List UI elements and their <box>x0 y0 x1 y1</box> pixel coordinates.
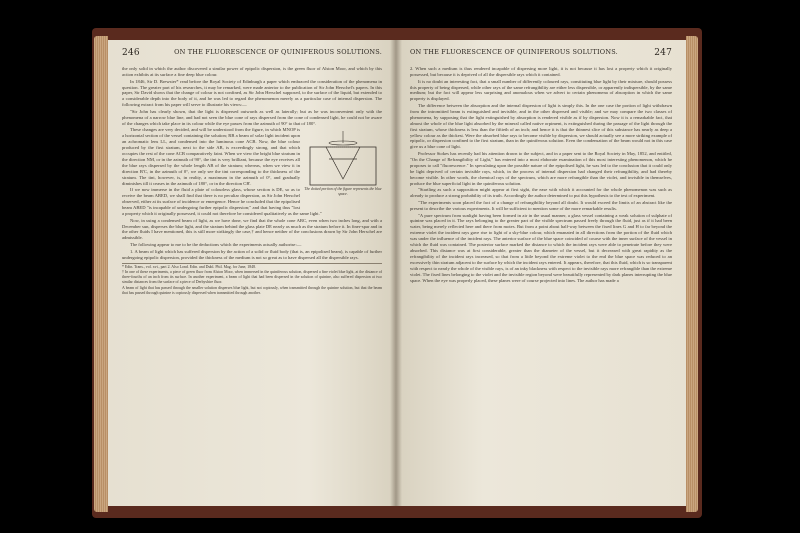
open-book <box>80 22 712 520</box>
right-running-head: ON THE FLUORESCENCE OF QUINIFEROUS SOLUTIONS. <box>410 48 618 56</box>
paragraph: "Startling as such a supposition might appear at first sight, the ease with which it accounted for the whole phenomenon was such as already to produce a strong probability of its truth. Accordingly the author determined to put this hypothesis to the test of experiment. <box>410 187 672 199</box>
paragraph: The difference between the absorption and the internal dispersion of light is simply this. In the one case the portion of light withdrawn from the intromitted beam is extinguished and invisible, and in the other dispersed and visible; and we may compare the two classes of phenomena, by supposing that the light extinguished by absorption is rendered visible as if by dispersion. Now it is a remarkable fact, that almost the whole of the blue light absorbed by the mineral called native orpiment, is extinguished during the passage of the light through the first stratum, whose thickness is less than the fiftieth of an inch; and hence it is that the thinnest slice of this substance has nearly as deep a yellow colour as the thickest. Were the absorbed blue rays to become visible by dispersion, we should actually see a more striking example of epipolic, or dispersion confined to the first stratum, than in the quiniferous solution. Even the condensation of the beam would not in this case give us a blue cone of light. <box>410 103 672 150</box>
paragraph: "Sir John has clearly shown, that the light is dispersed outwards as well as laterally; but as he was inconvenient only with the phenomena of a narrow blue line, and had not seen the blue cone of rays dispersed from the cone of condensed light, he could not be aware of the changes which take place in its colour while the eye passes from the azimuth of 90° to that of 180°. <box>122 108 382 126</box>
footnote: † In one of these experiments, a piece of green fluor from Alston Moor, when immersed in the quiniferous solution, dispersed a fine violet blue light, at the distance of three-fourths of an inch from its surface. In another experiment, a beam of light that had been dispersed in the solution of quinine, also suffered dispersion at two similar distances from the surface of a piece of Derbyshire fluor. <box>122 270 382 285</box>
footnotes <box>122 263 382 297</box>
left-page-number: 246 <box>122 48 140 58</box>
right-page-text <box>410 66 672 498</box>
left-page-header <box>122 48 382 58</box>
left-page <box>108 40 396 506</box>
paragraph: Now, in using a condensed beam of light, as we have done, we find that the whole cone ABC, even when two inches long, and with a December sun, disperses the blue light, and the stratum behind the glass plate DE nearly as much as the stratum before it. In finer-spar and in the other fluids I have mentioned, this is still more strikingly the case,† and hence neither of the conclusions drawn by Sir John Herschel are admissible. <box>122 217 382 241</box>
paragraph: the only solid in which the author discovered a similar power of epipolic dispersion, is the green fluor of Alston Moor, and which by this action exhibits at its surface a fine deep blue colour. <box>122 66 382 77</box>
paragraph: In 1846, Sir D. Brewster* read before the Royal Society of Edinburgh a paper which embraced the consideration of the phenomena in question. The greater part of his researches, it may be remarked, were made anterior to the publication of Sir John Herschel's papers. In this paper, Sir David shows that the change of colour is not confined, as Sir John Herschel supposed, to the surface of the liquid, but extended to a considerable depth into the body of it, and he was led to regard the phenomenon merely as a particular case of internal dispersion. The following extract from his paper will serve to illustrate his views:— <box>122 78 382 108</box>
left-page-text <box>122 66 382 498</box>
footnote: A beam of light that has passed through the smaller solution disperses blue light, but not copiously, when transmitted through the quinine solution, but that the beam that has passed through quinine is copiously dispersed when transmitted through another. <box>122 286 382 296</box>
page-edges-right <box>686 36 698 512</box>
paragraph: The following appear to me to be the deductions which the experiments actually authorise:— <box>130 242 302 248</box>
left-running-head: ON THE FLUORESCENCE OF QUINIFEROUS SOLUTIONS. <box>174 48 382 56</box>
right-page-number: 247 <box>654 48 672 58</box>
paragraph: It is no doubt an interesting fact, that a small number of differently coloured rays, constituting blue light by their mixture, should possess this property of being dispersed, while other rays of the same refrangibility are either less dispersible, or apparently indispersible, by the same medium; but the fact will appear less surprising and anomalous when we advert to certain phenomena of absorption in which the same property is displayed. <box>410 78 672 102</box>
paragraph: "The experiments soon placed the fact of a change of refrangibility beyond all doubt. It would exceed the limits of an abstract like the present to describe the various experiments. It will be sufficient to mention some of the more remarkable results. <box>410 199 672 211</box>
paragraph: 1. A beam of light which has suffered dispersion by the action of a solid or fluid body (that is, an epipolised beam), is capable of further undergoing epipolic dispersion, provided the thickness of the medium is not so great as to have dispersed all the dispersible rays. <box>122 248 382 260</box>
right-page <box>396 40 686 506</box>
paragraph: 2. When such a medium is thus rendered incapable of dispersing more light, it is not because it has lost a property which it originally possessed, but because it is deprived of all the dispersible rays which it contained. <box>410 66 672 77</box>
paragraph: Professor Stokes has recently had his attention drawn to the subject, and in a paper sent to the Royal Society in May, 1852, and entitled, "On the Change of Refrangibility of Light," has entered into a most elaborate examination of this most interesting phenomenon, which he proposes to call "fluorescence." In speculating upon the possible nature of the epipolised light, he was led to the conclusion that it could only be light deprived of certain invisible rays, which, in the process of internal dispersion had changed their refrangibility, and had thereby become visible. In other words, the chemical rays of the spectrum, which are more refrangible than the violet, and invisible in themselves, produce the blue superficial light in the quiniferous solution. <box>410 151 672 186</box>
paragraph: These changes are very decided, and will be understood from the figure, in which MNOP is a horizontal section of the vessel containing the solution; RB a beam of solar light incident upon an achromatic lens LL, and condensed into the luminous cone ACB. Now, the blue colour produced by the first stratum, next to the side AB, is exceedingly strong, and that which occupies the rest of the cone ACB comparatively faint. When we view the bright blue stratum in the direction NM, or in the azimuth of 90°, the tint is very brilliant, because the eye receives all the blue rays dispersed by the whole length AB of the stratum; whereas, when we view it in direction B'C, in the azimuth of 0°, we only see the tint corresponding to the thickness of the stratum. The tint, however, is, in reality, a maximum in the azimuth of 0°, and gradually diminishes till it ceases in the azimuth of 180°, or in the direction CB'. <box>122 127 300 186</box>
optics-figure <box>304 129 382 205</box>
right-page-header <box>410 48 672 58</box>
figure-caption: The dotted portion of the figure represents the blue space. <box>304 187 382 197</box>
paragraph: "A pure spectrum from sunlight having been formed in air in the usual manner, a glass vessel containing a weak solution of sulphate of quinine was placed in it. The rays belonging to the greater part of the visible spectrum passed freely through the fluid, just as if it had been water, being merely reflected here and there from motes. But from a point about half-way between the fixed lines G and H to far beyond the extreme violet the incident rays gave rise to light of a sky-blue colour, which emanated in all directions from the portion of the fluid which was under the influence of the incident rays. The anterior surface of the blue space coincided of course with the inner surface of the vessel in which the fluid was contained. The posterior surface marked the distance to which the incident rays were able to penetrate before they were absorbed. This distance was at first considerable, greater than the diameter of the vessel, but it decreased with great rapidity as the refrangibility of the incident rays increased, so that from a little beyond the extreme violet to the end the blue space was reduced to an excessively thin stratum adjacent to the surface by which the incident rays entered. It appears, therefore, that this fluid, which is so transparent with respect to nearly the whole of the visible rays, is of an inky blackness with respect to the invisible rays more refrangible than the extreme violet. The fixed lines belonging to the violet and the invisible region beyond were beautifully represented by dark planes interrupting the blue space. When the eye was properly placed, these planes were of course projected into lines. The author has made a <box>410 212 672 283</box>
cone-diagram-icon <box>304 129 382 187</box>
paragraph: If we now immerse in the fluid a plate of colourless glass, whose section is DE, so as to receive the beam ABED, we shall find that there is no peculiar dispersion, as Sir John Herschel observed, either at its surface of incidence or emergence. Hence he concluded that the epipolised beam ABED "is incapable of undergoing further epipolic dispersion;" and that having thus "lost a property which it originally possessed, it could not therefore be considered qualitatively as the same light." <box>122 187 322 216</box>
page-edges-left <box>94 36 108 512</box>
book-gutter <box>390 40 402 506</box>
footnote: * Edin. Trans., vol. xvi., part 2. Also Lond. Edin. and Dubl. Phil. Mag. for June, 1848. <box>122 264 257 269</box>
